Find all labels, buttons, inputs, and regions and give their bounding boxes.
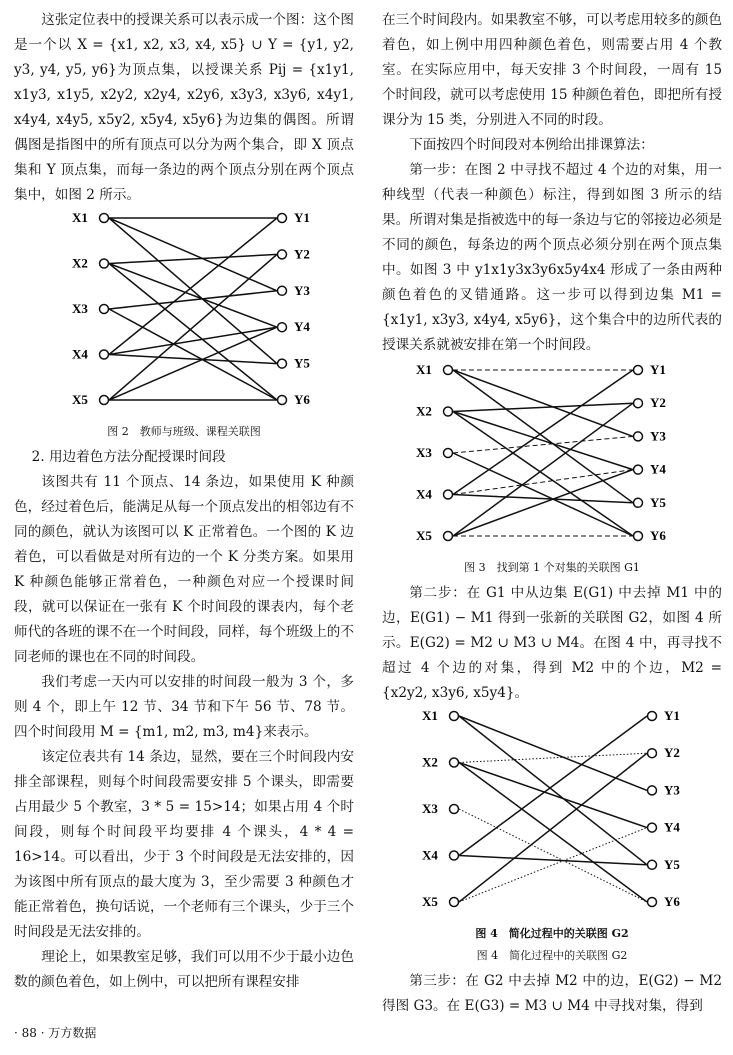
- vertex-y3: [648, 786, 657, 795]
- vertex-label-y3: Y3: [650, 428, 666, 444]
- edge-x4-y5: [453, 495, 633, 503]
- vertex-label-x1: X1: [416, 362, 432, 377]
- edge-x5-y4: [459, 828, 647, 902]
- figure-3: [382, 358, 722, 577]
- vertex-label-x2: X2: [72, 255, 88, 271]
- vertex-label-y5: Y5: [650, 494, 666, 510]
- figure-4-reduced-graph: [382, 706, 722, 914]
- vertex-label-y3: Y3: [664, 782, 680, 798]
- vertex-label-x2: X2: [416, 403, 432, 419]
- vertex-y1: [648, 712, 657, 721]
- vertex-y4: [648, 823, 657, 832]
- vertex-label-x4: X4: [416, 486, 432, 502]
- paragraph-theory-classrooms: 理论上，如果教室足够，我们可以用不少于最小边色数的颜色着色，如上例中，可以把所有课程安排: [14, 949, 354, 990]
- vertex-label-x4: X4: [72, 346, 88, 362]
- figure-4-caption: 图 4 简化过程中的关联图 G2: [476, 949, 628, 962]
- edge-x2-y4: [453, 412, 633, 470]
- figure-4: [382, 706, 722, 965]
- figure-2-bipartite-graph: [14, 208, 354, 412]
- edge-x4-y1: [453, 370, 633, 495]
- vertex-x2: [450, 758, 459, 767]
- vertex-x5: [450, 898, 459, 907]
- vertex-x1: [100, 214, 109, 223]
- paragraph-time-periods: 我们考虑一天内可以安排的时间段一般为 3 个，多则 4 个，即上午 12 节、34 节和下午 56 节、78 节。四个时间段用 M = {m1, m2, m3, m4}来表示。: [14, 674, 354, 740]
- vertex-label-x5: X5: [422, 894, 438, 909]
- edge-x3-y6: [109, 309, 277, 400]
- edge-x5-y4: [453, 470, 633, 536]
- vertex-y2: [634, 399, 643, 408]
- edge-x4-y5: [459, 856, 647, 865]
- vertex-label-x4: X4: [422, 847, 438, 863]
- edge-x1-y5: [459, 716, 647, 865]
- edge-x4-y1: [109, 218, 277, 355]
- vertex-label-x3: X3: [72, 301, 88, 316]
- edge-x3-y3: [453, 436, 633, 453]
- vertex-x4: [444, 490, 453, 499]
- vertex-label-y1: Y1: [664, 708, 680, 723]
- vertex-y4: [278, 323, 287, 332]
- vertex-label-y1: Y1: [650, 362, 666, 377]
- vertex-label-y4: Y4: [650, 461, 666, 477]
- vertex-label-y4: Y4: [664, 819, 680, 835]
- vertex-y6: [634, 532, 643, 541]
- vertex-y5: [648, 860, 657, 869]
- left-column: [14, 8, 354, 995]
- section-heading-edge-coloring: 2. 用边着色方法分配授课时间段: [31, 449, 226, 465]
- vertex-label-x1: X1: [422, 708, 438, 723]
- edge-x2-y4: [459, 763, 647, 828]
- vertex-y6: [278, 396, 287, 405]
- vertex-y2: [278, 250, 287, 259]
- edge-x3-y6: [453, 453, 633, 536]
- vertex-label-y2: Y2: [664, 745, 680, 761]
- vertex-x5: [444, 532, 453, 541]
- vertex-y1: [278, 214, 287, 223]
- vertex-label-y6: Y6: [664, 894, 680, 909]
- page-footer: [14, 1024, 96, 1041]
- paragraph-step-three: 第三步：在 G2 中去掉 M2 中的边，E(G2) − M2 得图 G3。在 E(G3) = M3 ∪ M4 中寻找对集，得到: [382, 973, 722, 1014]
- vertex-x1: [450, 712, 459, 721]
- paragraph-step-one: 第一步：在图 2 中寻找不超过 4 个边的对集，用一种线型（代表一种颜色）标注，得到如图 3 所示的结果。所谓对集是指被选中的每一条边与它的邻接边必须是不同的颜色，每条边的两个顶点必须分别在两个顶点集中。如图 3 中 y1x1y3x3y6x5y4x4 形成了一条由两种颜色着色的叉错通路。这一步可以得到边集 M1 = {x1y1, x3y3, x4y4, x5y6}，这个集合中的边所代表的授课关系就被安排在第一个时间段。: [382, 162, 722, 353]
- vertex-label-y2: Y2: [650, 395, 666, 411]
- edge-x1-y3: [109, 218, 277, 291]
- edge-x4-y1: [459, 716, 647, 856]
- vertex-label-y6: Y6: [650, 528, 666, 543]
- paragraph-k-edge-coloring: 该图共有 11 个顶点、14 条边，如果使用 K 种颜色，经过着色后，能满足从每一个顶点发出的相邻边有不同的颜色，就认为该图可以 K 正常着色。一个图的 K 边着色，可以看做是对所有边的一个 K 分类方案。如果用 K 种颜色能够正常着色，一种颜色对应一个授课时间段，就可以保证在一张有 K 个时间段的课表内，每个老师代的各班的课不在一个时间段，同样，每个班级上的不同老师的课也在不同的时间段。: [14, 474, 354, 665]
- figure-2-caption: 图 2 教师与班级、课程关联图: [107, 425, 261, 438]
- edge-x1-y3: [459, 716, 647, 790]
- vertex-x4: [450, 851, 459, 860]
- vertex-label-x5: X5: [72, 392, 88, 407]
- vertex-x3: [444, 449, 453, 458]
- edge-x2-y2: [109, 254, 277, 263]
- edge-x2-y2: [459, 753, 647, 762]
- vertex-x2: [100, 259, 109, 268]
- vertex-x3: [100, 305, 109, 314]
- figure-3-caption: 图 3 找到第 1 个对集的关联图 G1: [464, 561, 640, 574]
- vertex-x5: [100, 396, 109, 405]
- edge-x1-y5: [453, 370, 633, 503]
- vertex-y5: [634, 498, 643, 507]
- vertex-label-y6: Y6: [294, 392, 310, 407]
- paragraph-minimum-periods: 该定位表共有 14 条边，显然，要在三个时间段内安排全部课程，则每个时间段需要安排 5 个课头，即需要占用最少 5 个教室，3 * 5 = 15>14；如果占用 4 个时间段，则每个时间段平均要排 4 个课头，4 * 4 = 16>14。可以看出，少于 3 个时间段是无法安排的，因为该图中所有顶点的最大度为 3，至少需要 3 种颜色才能正常着色，换句话说，一个老师有三个课头，少于三个时间段是无法安排的。: [14, 749, 354, 940]
- figure-3-matching-graph: [382, 358, 722, 548]
- edge-x1-y5: [109, 218, 277, 364]
- vertex-y3: [634, 432, 643, 441]
- figure-2: [14, 208, 354, 441]
- footer-source: 万方数据: [48, 1026, 97, 1040]
- edge-x5-y2: [459, 753, 647, 902]
- right-column: [382, 8, 722, 1019]
- paragraph-step-two: 第二步：在 G1 中从边集 E(G1) 中去掉 M1 中的边，E(G1) − M1 得到一张新的关联图 G2，如图 4 所示。E(G2) = M2 ∪ M3 ∪ M4。在图 4 中，再寻找不超过 4 个边的对集，得到 M2 中的个边，M2 = {x2y2, x3y6, x5y4}。: [382, 585, 722, 701]
- edge-x3-y3: [109, 291, 277, 309]
- vertex-y3: [278, 286, 287, 295]
- edge-x5-y2: [109, 254, 277, 400]
- edge-x3-y6: [459, 809, 647, 902]
- edge-x1-y3: [453, 370, 633, 436]
- paragraph-bipartite-graph-definition: 这张定位表中的授课关系可以表示成一个图：这个图是一个以 X = {x1, x2, x3, x4, x5} ∪ Y = {y1, y2, y3, y4, y5, y6}为顶点集，以授课关系 Pij = {x1y1, x1y3, x1y5, x2y2, x2y4, x2y6, x3y3, x3y6, x4y1, x4y4, x4y5, x5y2, x5y4, x5y6}为边集的偶图。所谓偶图是指图中的所有顶点可以分为两个集合，即 X 顶点集和 Y 顶点集，而每一条边的两个顶点分别在两个顶点集中，如图 2 所示。: [14, 12, 354, 203]
- vertex-label-y5: Y5: [294, 355, 310, 371]
- paragraph-algorithm-intro: 下面按四个时间段对本例给出排课算法：: [409, 137, 654, 153]
- vertex-label-x1: X1: [72, 210, 88, 225]
- vertex-x2: [444, 407, 453, 416]
- edge-x2-y2: [453, 403, 633, 411]
- vertex-label-y1: Y1: [294, 210, 310, 225]
- vertex-y5: [278, 359, 287, 368]
- edge-x2-y4: [109, 264, 277, 328]
- vertex-label-y5: Y5: [664, 856, 680, 872]
- vertex-x4: [100, 350, 109, 359]
- vertex-x1: [444, 366, 453, 375]
- vertex-y1: [634, 366, 643, 375]
- edge-x2-y6: [459, 763, 647, 903]
- vertex-x3: [450, 805, 459, 814]
- page-number: · 88 ·: [14, 1026, 45, 1040]
- vertex-label-y4: Y4: [294, 319, 310, 335]
- vertex-y4: [634, 465, 643, 474]
- vertex-label-y2: Y2: [294, 246, 310, 262]
- edge-x4-y5: [109, 355, 277, 364]
- edge-x5-y2: [453, 403, 633, 536]
- vertex-label-y3: Y3: [294, 282, 310, 298]
- vertex-label-x2: X2: [422, 754, 438, 770]
- vertex-label-x3: X3: [416, 445, 432, 460]
- edge-x5-y4: [109, 327, 277, 400]
- figure-4-caption-bold: 图 4 简化过程中的关联图 G2: [475, 927, 629, 940]
- vertex-y6: [648, 898, 657, 907]
- vertex-label-x3: X3: [422, 801, 438, 816]
- vertex-label-x5: X5: [416, 528, 432, 543]
- vertex-y2: [648, 749, 657, 758]
- paragraph-continuation: 在三个时间段内。如果教室不够，可以考虑用较多的颜色着色，如上例中用四种颜色着色，则需要占用 4 个教室。在实际应用中，每天安排 3 个时间段，一周有 15 个时间段，就可以考虑使用 15 种颜色着色，即把所有授课分为 15 类，分别进入不同的时段。: [382, 12, 722, 128]
